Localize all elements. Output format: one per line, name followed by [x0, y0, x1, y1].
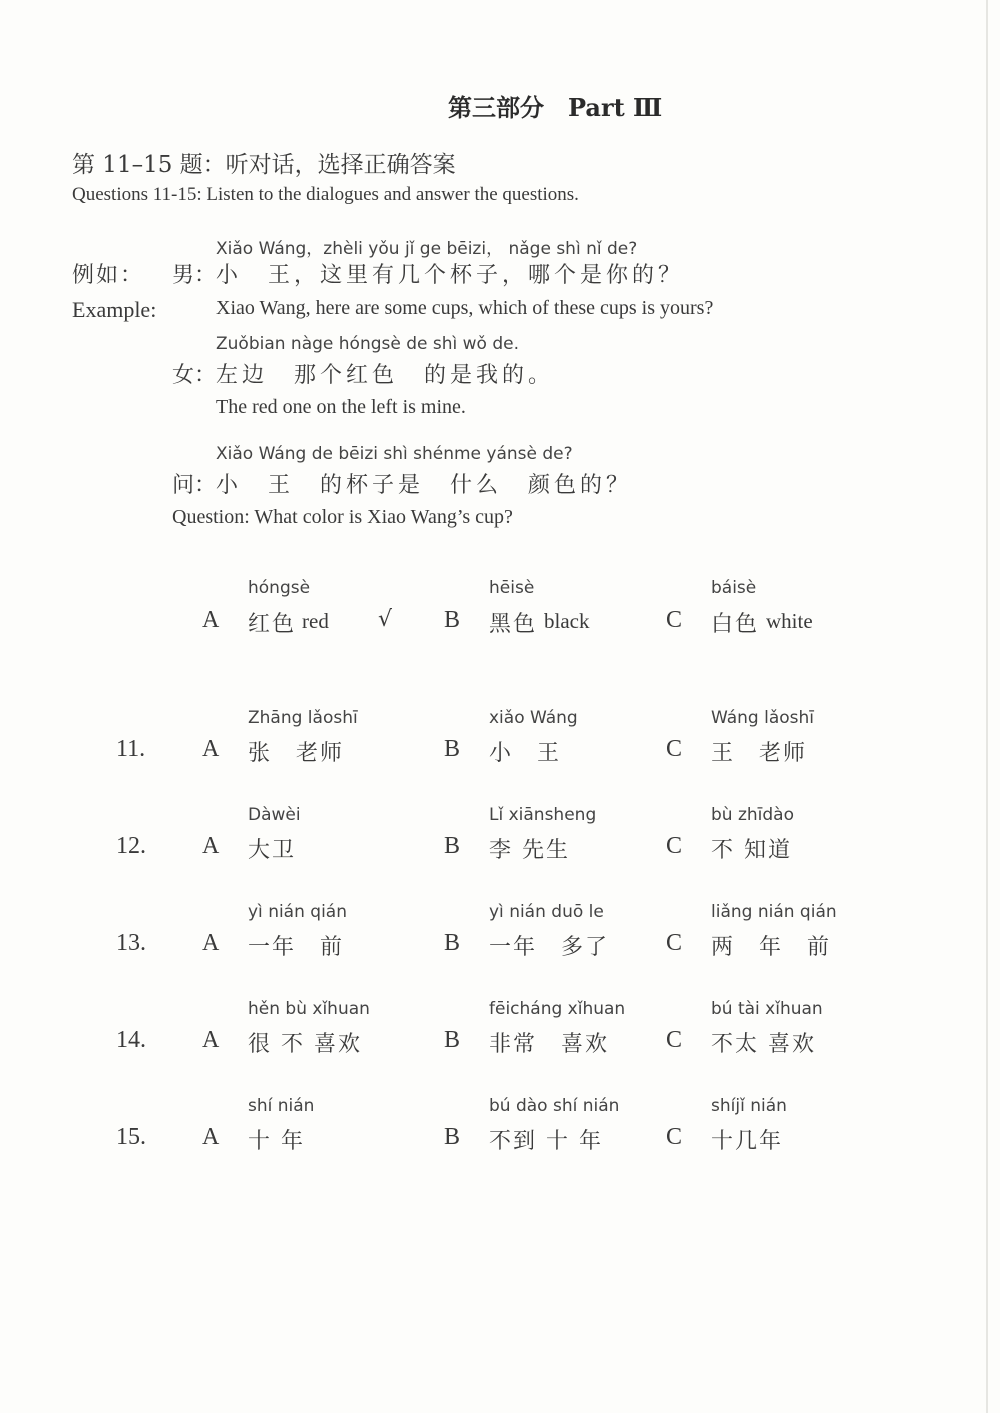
example-question-english: Question: What color is Xiao Wang’s cup?	[172, 506, 513, 528]
q11-option-b-hanzi: 小 王	[489, 741, 562, 766]
q12-option-c-letter: C	[666, 833, 683, 859]
q15-number: 15.	[116, 1124, 146, 1150]
example-option-a-pinyin: hóngsè	[248, 578, 311, 598]
q15-option-a-letter: A	[202, 1124, 220, 1150]
q15-option-c-letter: C	[666, 1124, 683, 1150]
example-man-hanzi: 小 王，这里有几个杯子，哪个是你的？	[216, 263, 685, 288]
q13-option-a-hanzi: 一年 前	[248, 935, 345, 960]
q15-option-c-pinyin: shíjǐ nián	[711, 1096, 787, 1116]
example-man-english: Xiao Wang, here are some cups, which of these cups is yours?	[216, 297, 714, 319]
example-option-b-english: black	[544, 609, 590, 633]
q12-option-b-hanzi: 李 先生	[489, 838, 570, 863]
example-woman-hanzi: 左边 那个红色 的是我的。	[216, 363, 555, 388]
q14-option-c-letter: C	[666, 1027, 683, 1053]
example-option-a-letter: A	[202, 607, 220, 633]
q13-option-b-hanzi: 一年 多了	[489, 935, 610, 960]
q15-option-b-hanzi: 不到 十 年	[489, 1129, 603, 1154]
example-question-hanzi: 小 王 的杯子是 什么 颜色的？	[216, 473, 633, 498]
example-label-en: Example:	[72, 297, 157, 322]
example-woman-speaker: 女：	[172, 363, 217, 388]
example-question-pinyin: Xiǎo Wáng de bēizi shì shénme yánsè de?	[216, 444, 573, 464]
q12-option-a-pinyin: Dàwèi	[248, 805, 301, 825]
q11-option-a-pinyin: Zhāng lǎoshī	[248, 708, 358, 728]
example-man-speaker: 男：	[172, 263, 217, 288]
example-option-c-hanzi: 白色	[711, 612, 760, 637]
example-option-c-english: white	[766, 609, 813, 633]
instruction-english: Questions 11-15: Listen to the dialogues and answer the questions.	[72, 184, 579, 205]
q13-option-a-letter: A	[202, 930, 220, 956]
q15-option-b-pinyin: bú dào shí nián	[489, 1096, 620, 1116]
q13-number: 13.	[116, 930, 146, 956]
example-option-b-hanzi: 黑色	[489, 612, 538, 637]
example-question-speaker: 问：	[172, 473, 217, 498]
q14-option-a-letter: A	[202, 1027, 220, 1053]
example-option-c-pinyin: báisè	[711, 578, 757, 598]
example-woman-pinyin: Zuǒbian nàge hóngsè de shì wǒ de.	[216, 334, 520, 354]
q15-option-c-hanzi: 十几年	[711, 1129, 784, 1154]
q13-option-a-pinyin: yì nián qián	[248, 902, 347, 922]
q12-option-a-hanzi: 大卫	[248, 838, 297, 863]
check-mark-icon: √	[378, 607, 393, 632]
example-option-b-letter: B	[444, 607, 461, 633]
q15-option-b-letter: B	[444, 1124, 461, 1150]
q13-option-c-pinyin: liǎng nián qián	[711, 902, 837, 922]
q12-option-c-pinyin: bù zhīdào	[711, 805, 794, 825]
example-option-a-hanzi: 红色	[248, 612, 297, 637]
q13-option-c-hanzi: 两 年 前	[711, 935, 832, 960]
q14-option-c-hanzi: 不太 喜欢	[711, 1032, 816, 1057]
q11-option-a-letter: A	[202, 736, 220, 762]
example-label-cn: 例如：	[72, 263, 145, 288]
q11-option-b-letter: B	[444, 736, 461, 762]
q12-option-a-letter: A	[202, 833, 220, 859]
q14-option-b-letter: B	[444, 1027, 461, 1053]
q12-option-b-pinyin: Lǐ xiānsheng	[489, 805, 597, 825]
q13-option-b-letter: B	[444, 930, 461, 956]
q15-option-a-pinyin: shí nián	[248, 1096, 315, 1116]
q14-option-a-hanzi: 很 不 喜欢	[248, 1032, 362, 1057]
example-woman-english: The red one on the left is mine.	[216, 396, 466, 418]
q12-number: 12.	[116, 833, 146, 859]
page-edge-shadow	[986, 0, 988, 1413]
q11-option-c-pinyin: Wáng lǎoshī	[711, 708, 815, 728]
q12-option-b-letter: B	[444, 833, 461, 859]
q11-option-b-pinyin: xiǎo Wáng	[489, 708, 578, 728]
q13-option-c-letter: C	[666, 930, 683, 956]
q14-option-b-pinyin: fēicháng xǐhuan	[489, 999, 626, 1019]
example-option-a-english: red	[302, 609, 329, 633]
q14-option-c-pinyin: bú tài xǐhuan	[711, 999, 823, 1019]
page-title: 第三部分 Part Ⅲ	[448, 93, 663, 122]
instruction-chinese: 第 11–15 题：听对话，选择正确答案	[72, 152, 456, 178]
q11-option-a-hanzi: 张 老师	[248, 741, 345, 766]
q11-number: 11.	[116, 736, 146, 762]
example-option-b-pinyin: hēisè	[489, 578, 535, 598]
q11-option-c-hanzi: 王 老师	[711, 741, 808, 766]
example-man-pinyin: Xiǎo Wáng，zhèli yǒu jǐ ge bēizi， nǎge shì nǐ de?	[216, 239, 638, 259]
q13-option-b-pinyin: yì nián duō le	[489, 902, 604, 922]
example-option-c-letter: C	[666, 607, 683, 633]
q14-option-a-pinyin: hěn bù xǐhuan	[248, 999, 370, 1019]
q14-option-b-hanzi: 非常 喜欢	[489, 1032, 610, 1057]
q15-option-a-hanzi: 十 年	[248, 1129, 305, 1154]
q14-number: 14.	[116, 1027, 146, 1053]
q11-option-c-letter: C	[666, 736, 683, 762]
q12-option-c-hanzi: 不 知道	[711, 838, 792, 863]
